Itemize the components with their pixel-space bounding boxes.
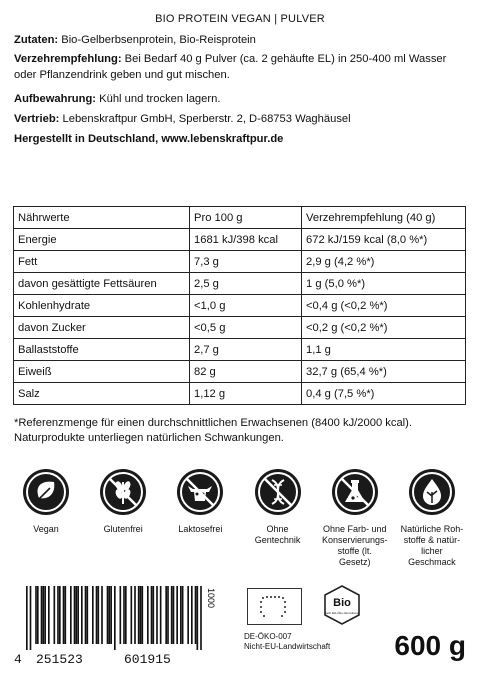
barcode-bar (123, 586, 125, 644)
icon-label: Vegan (33, 524, 59, 534)
barcode-bar (195, 586, 197, 644)
icon-item-glutenfree (91, 468, 155, 568)
table-cell: 1,12 g (190, 383, 302, 405)
table-row (14, 339, 466, 361)
table-cell: 2,9 g (4,2 %*) (302, 251, 466, 273)
barcode-bar (187, 586, 189, 644)
table-cell: Kohlenhydrate (14, 295, 190, 317)
product-title: BIO PROTEIN VEGAN | PULVER (155, 13, 325, 25)
table-row (14, 317, 466, 339)
icon-item-lactosefree (168, 468, 232, 568)
bio-hexagon-icon (323, 585, 361, 625)
barcode-bar (140, 586, 142, 644)
manufactured-text: Hergestellt in Deutschland, www.lebenskraftpur.de (14, 133, 284, 145)
table-cell: 7,3 g (190, 251, 302, 273)
barcode-bar (85, 586, 87, 644)
barcode-bar (131, 586, 133, 644)
manufactured-line (14, 131, 469, 147)
barcode-bar (107, 586, 109, 644)
bio-seal (323, 585, 361, 625)
table-cell: <0,4 g (<0,2 %*) (302, 295, 466, 317)
table-cell: Salz (14, 383, 190, 405)
barcode-bar (110, 586, 112, 644)
barcode-bar (191, 586, 193, 644)
nutrition-table (13, 206, 466, 405)
barcode-bar (165, 586, 167, 644)
icon-label: Ohne Gentechnik (254, 524, 301, 545)
barcode-bar (182, 586, 184, 644)
bio-seal-subtext: nach EG-Öko-Verordnung (324, 611, 360, 615)
natural-icon (408, 468, 456, 516)
table-cell: Ballaststoffe (14, 339, 190, 361)
barcode-bar (153, 586, 155, 644)
barcode-bar (160, 586, 162, 644)
table-cell: Eiweiß (14, 361, 190, 383)
table-cell: 2,7 g (190, 339, 302, 361)
no-gmo-icon (254, 468, 302, 516)
table-cell: 82 g (190, 361, 302, 383)
barcode-bar (70, 586, 72, 644)
table-header-cell: Nährwerte (14, 207, 190, 229)
barcode-bar (167, 586, 169, 644)
barcode-bar (147, 586, 149, 644)
icon-label: Laktosefrei (178, 524, 223, 534)
ingredients-line (14, 32, 469, 48)
footnote-reference: *Referenzmenge für einen durchschnittlichen Erwachsenen (8400 kJ/2000 kcal). (14, 417, 413, 429)
barcode-bar (125, 586, 127, 644)
barcode-bar (142, 586, 144, 644)
recommendation-line (14, 51, 469, 83)
barcode-digits-left: 251523 (36, 652, 83, 667)
table-cell: 2,5 g (190, 273, 302, 295)
eu-organic-logo (247, 588, 302, 625)
barcode-bar (43, 586, 45, 644)
barcode-bar (109, 586, 111, 644)
storage-text: Kühl und trocken lagern. (96, 93, 221, 105)
bio-seal-text: Bio (333, 597, 351, 609)
barcode-bar (65, 586, 67, 644)
barcode-bar (156, 586, 158, 644)
table-cell: 1,1 g (302, 339, 466, 361)
table-header-cell: Verzehrempfehlung (40 g) (302, 207, 466, 229)
recommendation-text: Bei Bedarf 40 g Pulver (ca. 2 gehäufte EL) in 250-400 ml Wasser oder Pflanzendrink geben und gut mischen. (14, 53, 447, 81)
barcode-bar (98, 586, 100, 644)
icon-item-no-gmo (246, 468, 310, 568)
table-cell: 672 kJ/159 kcal (8,0 %*) (302, 229, 466, 251)
barcode-bar (151, 586, 153, 644)
barcode-bar (59, 586, 61, 644)
table-row (14, 295, 466, 317)
storage-line (14, 91, 469, 107)
distributor-label: Vertrieb: (14, 113, 60, 125)
footnote-natural: Naturprodukte unterliegen natürlichen Schwankungen. (14, 432, 284, 444)
eu-control-code (244, 632, 330, 652)
barcode-bar (41, 586, 43, 644)
vegan-icon (22, 468, 70, 516)
icon-item-vegan (14, 468, 78, 568)
table-cell: Fett (14, 251, 190, 273)
barcode-digits-right: 601915 (124, 652, 171, 667)
barcode-bar (26, 586, 28, 650)
table-row (14, 273, 466, 295)
table-cell: Energie (14, 229, 190, 251)
table-cell: davon gesättigte Fettsäuren (14, 273, 190, 295)
eu-code-number: DE-ÖKO-007 (244, 632, 292, 641)
barcode-bar (76, 586, 78, 644)
barcode-bar (176, 586, 178, 644)
eu-leaf-icon (248, 589, 301, 624)
barcode-bar (77, 586, 79, 644)
distributor-text: Lebenskraftpur GmbH, Sperberstr. 2, D-68753 Waghäusel (59, 113, 351, 125)
table-cell: 0,4 g (7,5 %*) (302, 383, 466, 405)
barcode-bar (120, 586, 122, 644)
barcode-bar (30, 586, 32, 650)
table-cell: davon Zucker (14, 317, 190, 339)
barcode-digit-first: 4 (14, 652, 22, 667)
barcode-bar (92, 586, 94, 644)
table-cell: <0,5 g (190, 317, 302, 339)
barcode-bar (63, 586, 65, 644)
barcode-bar (74, 586, 76, 644)
storage-label: Aufbewahrung: (14, 93, 97, 105)
barcode-bars (26, 586, 202, 650)
barcode-bar (44, 586, 46, 644)
table-row (14, 383, 466, 405)
barcode-bar (200, 586, 202, 650)
table-row (14, 229, 466, 251)
icon-label: Natürliche Roh-stoffe & natür-licher Geschmack (400, 524, 464, 567)
barcode-bar (35, 586, 37, 644)
table-cell: <1,0 g (190, 295, 302, 317)
ingredients-label: Zutaten: (14, 34, 59, 46)
ingredients-text: Bio-Gelberbsenprotein, Bio-Reisprotein (58, 34, 256, 46)
table-cell: <0,2 g (<0,2 %*) (302, 317, 466, 339)
barcode-bar (180, 586, 182, 644)
lactosefree-icon (176, 468, 224, 516)
icon-label: Glutenfrei (103, 524, 143, 534)
icon-item-no-additives (323, 468, 387, 568)
eu-code-origin: Nicht-EU-Landwirtschaft (244, 642, 331, 651)
net-weight: 600 g (394, 630, 466, 661)
barcode-bar (173, 586, 175, 644)
footnote (14, 416, 469, 446)
no-additives-icon (331, 468, 379, 516)
barcode-bar (96, 586, 98, 644)
barcode-bar (48, 586, 50, 644)
barcode-bar (37, 586, 39, 644)
barcode-bar (101, 586, 103, 644)
table-row (14, 251, 466, 273)
barcode-bar (114, 586, 116, 650)
batch-code: 1000 (206, 588, 216, 609)
table-header-cell: Pro 100 g (190, 207, 302, 229)
barcode-bar (138, 586, 140, 644)
barcode-bar (134, 586, 136, 644)
barcode-bar (171, 586, 173, 644)
table-row (14, 361, 466, 383)
icon-row (14, 468, 464, 568)
table-header-row (14, 207, 466, 229)
barcode-bar (87, 586, 89, 644)
barcode (14, 586, 206, 666)
barcode-bar (57, 586, 59, 644)
icon-label: Ohne Farb- und Konservierungs-stoffe (lt. Gesetz) (321, 524, 388, 567)
recommendation-label: Verzehrempfehlung: (14, 53, 122, 65)
barcode-bar (81, 586, 83, 644)
table-cell: 1 g (5,0 %*) (302, 273, 466, 295)
table-cell: 1681 kJ/398 kcal (190, 229, 302, 251)
barcode-bar (197, 586, 199, 650)
table-cell: 32,7 g (65,4 %*) (302, 361, 466, 383)
distributor-line (14, 111, 469, 127)
icon-item-natural (400, 468, 464, 568)
glutenfree-icon (99, 468, 147, 516)
barcode-bar (54, 586, 56, 644)
